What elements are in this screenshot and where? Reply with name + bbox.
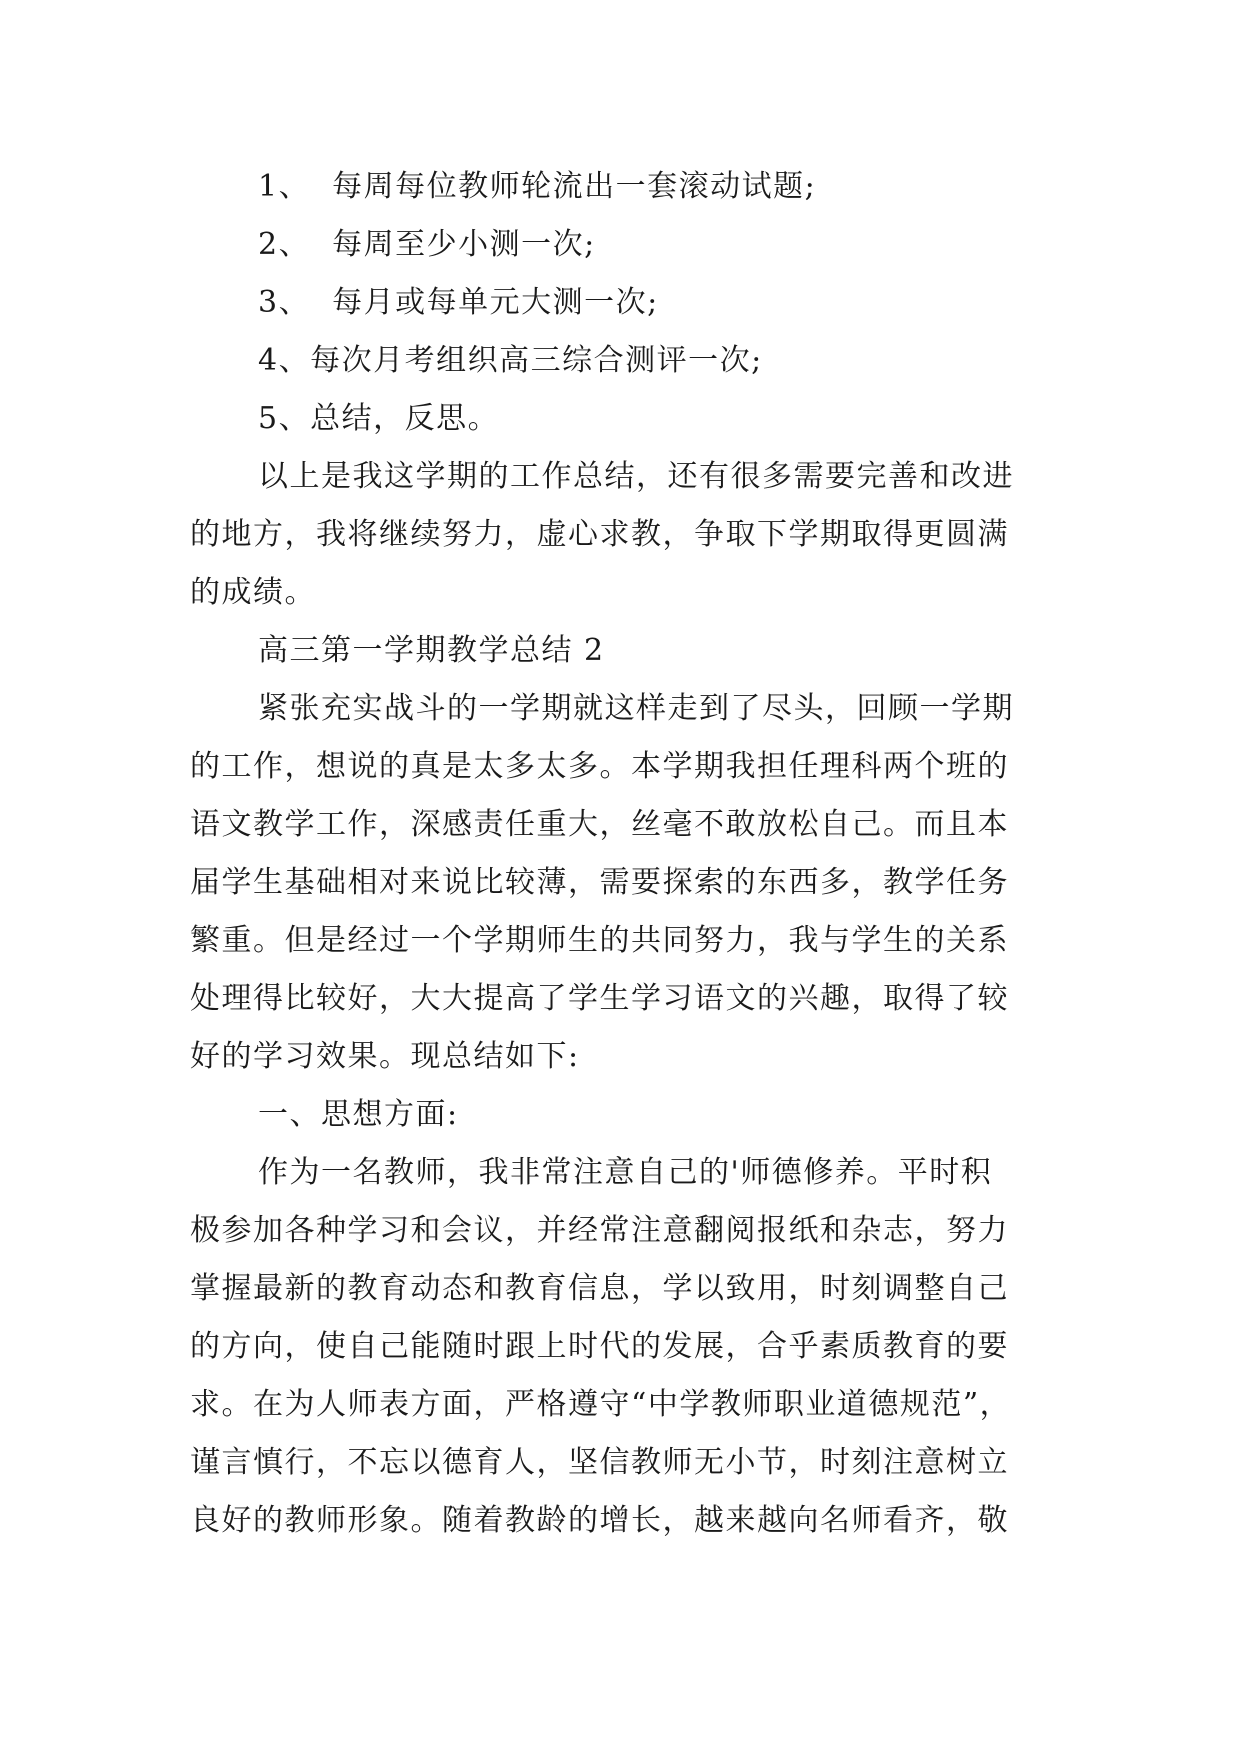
document-body — [190, 158, 1060, 1550]
paragraph-line: 好的学习效果。现总结如下: — [190, 1039, 580, 1074]
list-item-2: 2、 每周至少小测一次; — [258, 227, 596, 262]
paragraph-line: 以上是我这学期的工作总结，还有很多需要完善和改进 — [258, 459, 1014, 494]
paragraph-line: 的工作，想说的真是太多太多。本学期我担任理科两个班的 — [190, 749, 1009, 784]
section-title: 高三第一学期教学总结 2 — [258, 633, 605, 668]
list-item-3: 3、 每月或每单元大测一次; — [258, 285, 659, 320]
paragraph-line: 作为一名教师，我非常注意自己的'师德修养。平时积 — [258, 1155, 993, 1190]
paragraph-line: 语文教学工作，深感责任重大，丝毫不敢放松自己。而且本 — [190, 807, 1009, 842]
paragraph-line: 的方向，使自己能随时跟上时代的发展，合乎素质教育的要 — [190, 1329, 1009, 1364]
paragraph-line: 求。在为人师表方面，严格遵守“中学教师职业道德规范”， — [190, 1387, 1012, 1422]
paragraph-line: 繁重。但是经过一个学期师生的共同努力，我与学生的关系 — [190, 923, 1009, 958]
list-item-4: 4、每次月考组织高三综合测评一次; — [258, 343, 763, 378]
list-item-5: 5、总结，反思。 — [258, 401, 500, 436]
paragraph-line: 处理得比较好，大大提高了学生学习语文的兴趣，取得了较 — [190, 981, 1009, 1016]
paragraph-line: 极参加各种学习和会议，并经常注意翻阅报纸和杂志，努力 — [190, 1213, 1009, 1248]
paragraph-line: 谨言慎行，不忘以德育人，坚信教师无小节，时刻注意树立 — [190, 1445, 1009, 1480]
paragraph-line: 届学生基础相对来说比较薄，需要探索的东西多，教学任务 — [190, 865, 1009, 900]
paragraph-line: 掌握最新的教育动态和教育信息，学以致用，时刻调整自己 — [190, 1271, 1009, 1306]
paragraph-line: 的成绩。 — [190, 575, 316, 610]
list-item-1: 1、 每周每位教师轮流出一套滚动试题; — [258, 169, 817, 204]
paragraph-line: 紧张充实战斗的一学期就这样走到了尽头，回顾一学期 — [258, 691, 1014, 726]
paragraph-line: 的地方，我将继续努力，虚心求教，争取下学期取得更圆满 — [190, 517, 1009, 552]
paragraph-line: 良好的教师形象。随着教龄的增长，越来越向名师看齐，敬 — [190, 1503, 1009, 1538]
subsection-heading: 一、思想方面: — [258, 1097, 459, 1132]
